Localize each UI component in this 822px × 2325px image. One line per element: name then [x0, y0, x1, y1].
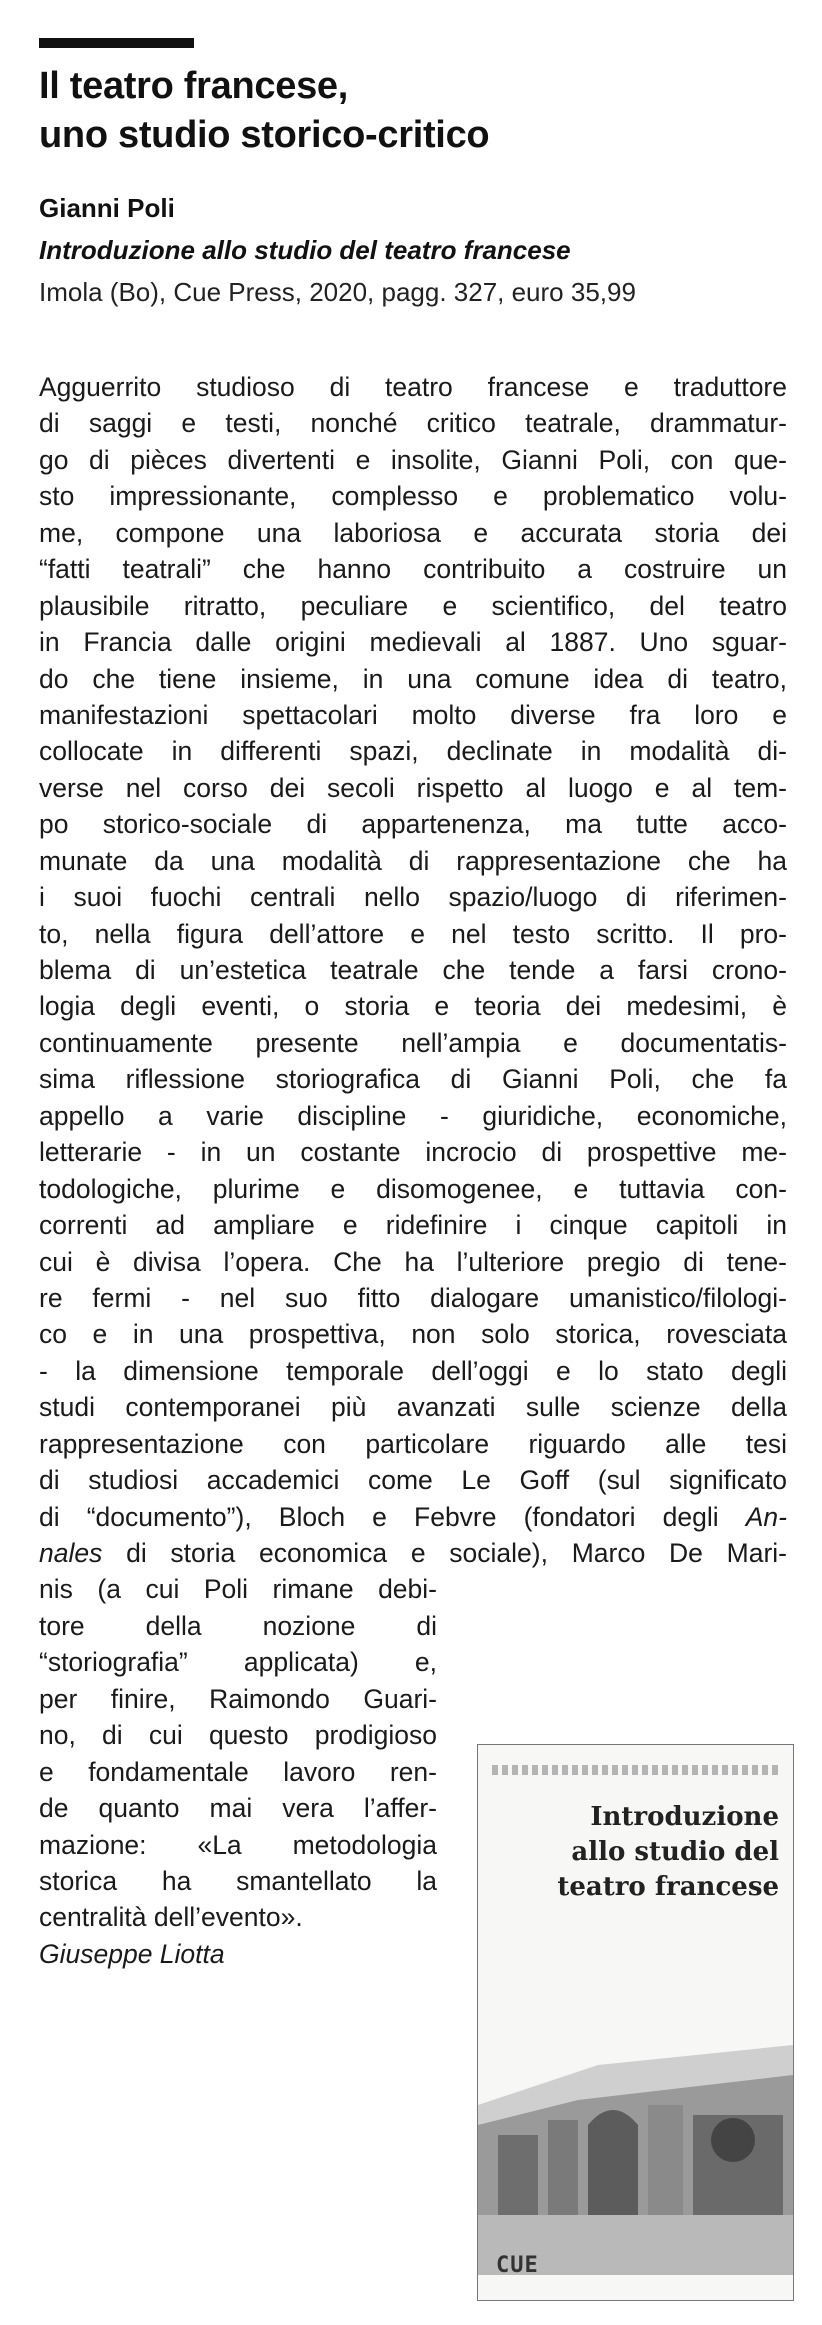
- review-line: go di pièces divertenti e insolite, Gianni Poli, con que-: [39, 444, 787, 475]
- review-line: storica ha smantellato la: [39, 1865, 437, 1896]
- review-line: Agguerrito studioso di teatro francese e traduttore: [39, 372, 787, 402]
- review-line: to, nella figura dell’attore e nel testo scritto. Il pro-: [39, 918, 787, 949]
- review-line: in Francia dalle origini medievali al 1887. Uno sguar-: [39, 627, 787, 658]
- review-line: continuamente presente nell’ampia e documentatis-: [39, 1027, 787, 1058]
- book-author: Gianni Poli: [39, 193, 175, 223]
- review-line: centralità dell’evento».: [39, 1902, 303, 1933]
- review-line: munate da una modalità di rappresentazione che ha: [39, 845, 787, 876]
- review-line: de quanto mai vera l’affer-: [39, 1793, 437, 1824]
- review-line: nales di storia economica e sociale), Marco De Mari-: [39, 1538, 787, 1568]
- review-line: rappresentazione con particolare riguardo alle tesi: [39, 1428, 787, 1459]
- cover-title: Introduzione allo studio del teatro francese: [557, 1802, 779, 1902]
- review-line: sto impressionante, complesso e problematico volu-: [39, 481, 787, 512]
- review-full-width-lines: [39, 369, 787, 1499]
- review-line: do che tiene insieme, in una comune idea di teatro,: [39, 663, 787, 694]
- review-line: studi contemporanei più avanzati sulle scienze della: [39, 1392, 787, 1423]
- review-line: blema di un’estetica teatrale che tende a farsi crono-: [39, 955, 787, 985]
- review-line: po storico-sociale di appartenenza, ma tutte acco-: [39, 809, 787, 840]
- review-line: plausibile ritratto, peculiare e scientifico, del teatro: [39, 590, 787, 621]
- review-line: i suoi fuochi centrali nello spazio/luogo di riferimen-: [39, 882, 787, 913]
- review-line: appello a varie discipline - giuridiche, economiche,: [39, 1100, 787, 1131]
- accent-rule: [39, 38, 194, 48]
- review-line: cui è divisa l’opera. Che ha l’ulteriore pregio di tene-: [39, 1246, 787, 1277]
- article-title: [39, 62, 799, 160]
- journal-title-fragment: An-: [745, 1501, 787, 1532]
- journal-title-fragment: nales: [39, 1538, 103, 1568]
- review-body: [39, 369, 787, 1972]
- review-line: manifestazioni spettacolari molto diverse fra loro e: [39, 699, 787, 730]
- review-line: per finire, Raimondo Guari-: [39, 1683, 437, 1714]
- reviewer-signature: Giuseppe Liotta: [39, 1938, 225, 1969]
- review-line: nis (a cui Poli rimane debi-: [39, 1574, 437, 1605]
- cover-series-band: [492, 1765, 779, 1775]
- review-line: letterarie - in un costante incrocio di prospettive me-: [39, 1137, 787, 1168]
- review-line: me, compone una laboriosa e accurata storia dei: [39, 517, 787, 548]
- title-line-1: Il teatro francese,: [39, 65, 348, 107]
- publication-info: Imola (Bo), Cue Press, 2020, pagg. 327, euro 35,99: [39, 277, 636, 307]
- review-line: logia degli eventi, o storia e teoria dei medesimi, è: [39, 991, 787, 1022]
- review-line: tore della nozione di: [39, 1610, 437, 1641]
- review-line: - la dimensione temporale dell’oggi e lo stato degli: [39, 1355, 787, 1386]
- review-line: di saggi e testi, nonché critico teatrale, drammatur-: [39, 408, 787, 439]
- cover-illustration: [478, 2045, 793, 2275]
- book-cover-image: [477, 1744, 794, 2301]
- book-title: Introduzione allo studio del teatro francese: [39, 235, 571, 265]
- review-line: di studiosi accademici come Le Goff (sul significato: [39, 1465, 787, 1496]
- review-line: e fondamentale lavoro ren-: [39, 1756, 437, 1787]
- review-line: todologiche, plurime e disomogenee, e tuttavia con-: [39, 1173, 787, 1204]
- publisher-logo: CUE: [496, 2253, 539, 2278]
- title-line-2: uno studio storico-critico: [39, 114, 490, 156]
- review-line: collocate in differenti spazi, declinate in modalità di-: [39, 736, 787, 767]
- review-line: verse nel corso dei secoli rispetto al luogo e al tem-: [39, 772, 787, 803]
- review-line: mazione: «La metodologia: [39, 1829, 437, 1860]
- review-line: di “documento”), Bloch e Febvre (fondatori degli An-: [39, 1501, 787, 1532]
- review-line: no, di cui questo prodigioso: [39, 1720, 437, 1751]
- review-line: sima riflessione storiografica di Gianni Poli, che fa: [39, 1064, 787, 1095]
- review-line: co e in una prospettiva, non solo storica, rovesciata: [39, 1319, 787, 1350]
- review-line: “fatti teatrali” che hanno contribuito a costruire un: [39, 554, 787, 585]
- review-line: correnti ad ampliare e ridefinire i cinque capitoli in: [39, 1210, 787, 1241]
- review-line: re fermi - nel suo fitto dialogare umanistico/filologi-: [39, 1282, 787, 1313]
- review-line: “storiografia” applicata) e,: [39, 1647, 437, 1678]
